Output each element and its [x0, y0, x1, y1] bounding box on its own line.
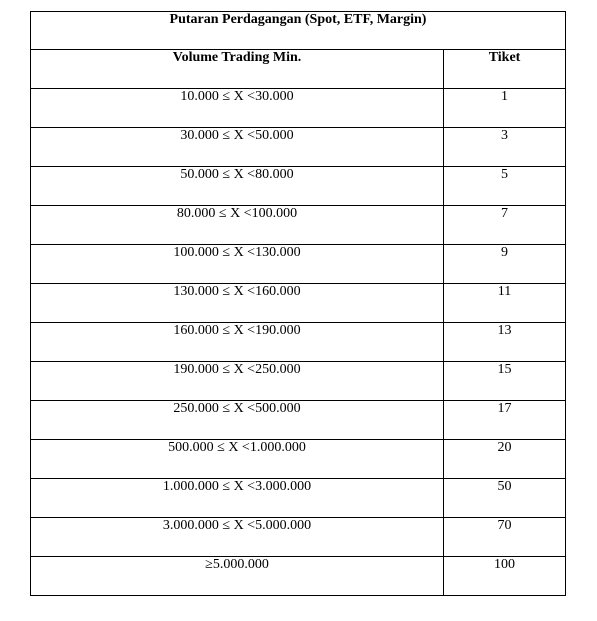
ticket-count-cell: 3 [444, 128, 566, 167]
volume-range-cell: 80.000 ≤ X <100.000 [31, 206, 444, 245]
volume-range-cell: 10.000 ≤ X <30.000 [31, 89, 444, 128]
volume-range-cell: 130.000 ≤ X <160.000 [31, 284, 444, 323]
volume-range-cell: 160.000 ≤ X <190.000 [31, 323, 444, 362]
ticket-count-cell: 100 [444, 557, 566, 596]
ticket-count-cell: 11 [444, 284, 566, 323]
table-body [31, 89, 566, 596]
ticket-count-cell: 13 [444, 323, 566, 362]
volume-range-cell: 500.000 ≤ X <1.000.000 [31, 440, 444, 479]
table-row [31, 284, 566, 323]
table-row [31, 89, 566, 128]
table-row [31, 206, 566, 245]
ticket-reward-table [30, 11, 566, 596]
ticket-column-header: Tiket [444, 50, 566, 89]
ticket-count-cell: 15 [444, 362, 566, 401]
table-row [31, 128, 566, 167]
ticket-count-cell: 1 [444, 89, 566, 128]
table-row [31, 440, 566, 479]
volume-range-cell: ≥5.000.000 [31, 557, 444, 596]
ticket-count-cell: 50 [444, 479, 566, 518]
volume-range-cell: 3.000.000 ≤ X <5.000.000 [31, 518, 444, 557]
table-row [31, 245, 566, 284]
table-title: Putaran Perdagangan (Spot, ETF, Margin) [31, 12, 566, 50]
table-row [31, 479, 566, 518]
volume-range-cell: 30.000 ≤ X <50.000 [31, 128, 444, 167]
ticket-count-cell: 20 [444, 440, 566, 479]
table-row [31, 167, 566, 206]
table-row [31, 557, 566, 596]
ticket-count-cell: 17 [444, 401, 566, 440]
ticket-count-cell: 9 [444, 245, 566, 284]
volume-range-cell: 50.000 ≤ X <80.000 [31, 167, 444, 206]
table-row [31, 323, 566, 362]
ticket-count-cell: 5 [444, 167, 566, 206]
volume-range-cell: 250.000 ≤ X <500.000 [31, 401, 444, 440]
table-header-row [31, 50, 566, 89]
volume-range-cell: 190.000 ≤ X <250.000 [31, 362, 444, 401]
volume-range-cell: 100.000 ≤ X <130.000 [31, 245, 444, 284]
ticket-count-cell: 7 [444, 206, 566, 245]
volume-range-cell: 1.000.000 ≤ X <3.000.000 [31, 479, 444, 518]
volume-column-header: Volume Trading Min. [31, 50, 444, 89]
table-row [31, 518, 566, 557]
table-row [31, 401, 566, 440]
table-row [31, 362, 566, 401]
table-title-row [31, 12, 566, 50]
ticket-count-cell: 70 [444, 518, 566, 557]
